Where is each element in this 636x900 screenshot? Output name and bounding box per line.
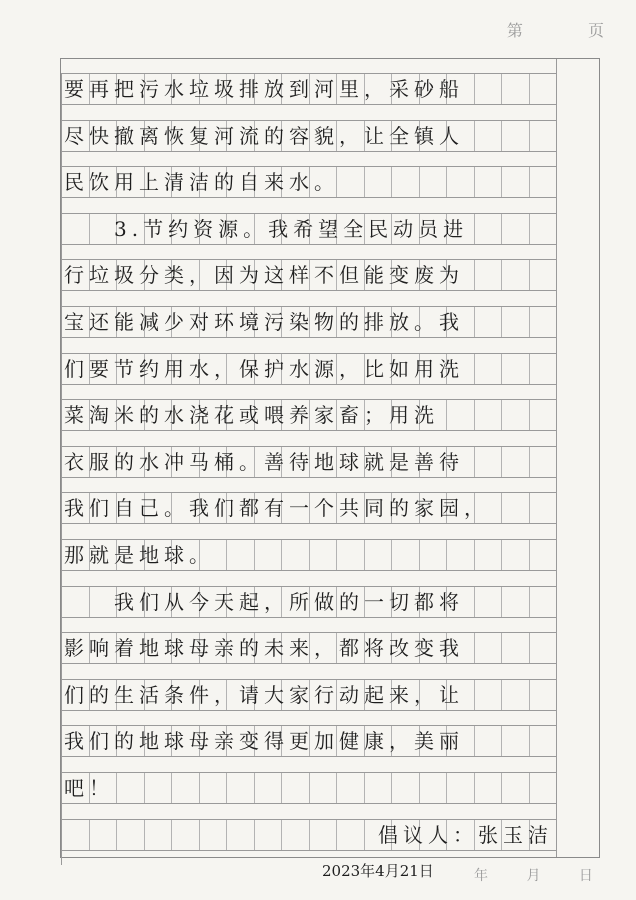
grid-cell [502, 447, 530, 477]
grid-cell [90, 820, 118, 850]
grid-cell [475, 260, 503, 290]
text-row [62, 213, 557, 245]
grid-cell [502, 493, 530, 523]
grid-cell [475, 121, 503, 151]
grid-cell [530, 680, 558, 710]
grid-cell [502, 726, 530, 756]
grid-cell [200, 820, 228, 850]
grid-cell [502, 260, 530, 290]
grid-cell [502, 167, 530, 197]
date-month-label: 月 [526, 868, 541, 884]
grid-cell [502, 773, 530, 803]
text-row [62, 73, 557, 105]
handwritten-date: 2023年4月21日 [322, 862, 434, 880]
text-row [62, 120, 557, 152]
grid-cell [255, 540, 283, 570]
handwritten-line: 要再把污水垃圾排放到河里，采砂船 [64, 77, 464, 101]
grid-cell [337, 773, 365, 803]
margin-line [556, 59, 557, 857]
grid-cell [502, 121, 530, 151]
signature-text: 倡议人：张玉洁 [378, 822, 553, 847]
grid-cell [62, 820, 90, 850]
grid-cell [310, 540, 338, 570]
handwritten-line: 那就是地球。 [64, 542, 214, 567]
text-row [62, 446, 557, 478]
grid-cell [475, 167, 503, 197]
grid-cell [145, 773, 173, 803]
handwritten-line: 衣服的水冲马桶。善待地球就是善待 [64, 449, 464, 474]
grid-cell [227, 773, 255, 803]
handwritten-line: 我们自己。我们都有一个共同的家园， [64, 496, 489, 521]
grid-cell [420, 773, 448, 803]
text-row [62, 353, 557, 385]
grid-cell [475, 74, 503, 104]
grid-cell [502, 400, 530, 430]
writing-grid [61, 73, 557, 865]
grid-cell [310, 820, 338, 850]
grid-cell [145, 820, 173, 850]
handwritten-line: 尽快撤离恢复河流的容貌，让全镇人 [64, 123, 464, 148]
grid-cell [392, 773, 420, 803]
grid-cell [420, 540, 448, 570]
text-row [62, 259, 557, 291]
grid-cell [475, 307, 503, 337]
grid-cell [530, 74, 558, 104]
handwritten-line: 宝还能减少对环境污染物的排放。我 [64, 309, 464, 334]
grid-cell [530, 354, 558, 384]
grid-cell [475, 214, 503, 244]
grid-cell [530, 726, 558, 756]
date-year-label: 年 [474, 868, 488, 884]
grid-cell [530, 121, 558, 151]
grid-cell [447, 540, 475, 570]
grid-cell [475, 680, 503, 710]
grid-cell [172, 773, 200, 803]
grid-cell [117, 820, 145, 850]
text-row [62, 679, 557, 711]
grid-cell [282, 820, 310, 850]
grid-cell [475, 773, 503, 803]
grid-cell [337, 820, 365, 850]
handwritten-line: 吧！ [64, 775, 114, 800]
page-prefix: 第 [506, 21, 525, 40]
grid-cell [530, 633, 558, 663]
grid-cell [475, 540, 503, 570]
grid-cell [282, 773, 310, 803]
grid-cell [255, 820, 283, 850]
handwritten-line: 3.节约资源。我希望全民动员进 [64, 216, 469, 241]
grid-cell [172, 820, 200, 850]
text-row [62, 306, 557, 338]
handwritten-line: 影响着地球母亲的未来，都将改变我 [64, 636, 464, 661]
grid-cell [365, 773, 393, 803]
grid-cell [337, 540, 365, 570]
grid-cell [530, 214, 558, 244]
grid-cell [475, 587, 503, 617]
handwritten-line: 我们的地球母亲变得更加健康，美丽 [64, 729, 464, 754]
grid-cell [530, 447, 558, 477]
grid-cell [502, 633, 530, 663]
grid-cell [530, 540, 558, 570]
grid-cell [530, 400, 558, 430]
grid-cell [337, 167, 365, 197]
grid-cell [310, 773, 338, 803]
text-row [62, 492, 557, 524]
grid-cell [475, 400, 503, 430]
grid-cell [200, 773, 228, 803]
handwritten-line: 行垃圾分类，因为这样不但能变废为 [64, 263, 464, 288]
grid-cell [530, 587, 558, 617]
text-row [62, 166, 557, 198]
handwritten-line: 们的生活条件，请大家行动起来，让 [64, 682, 464, 707]
text-row [62, 725, 557, 757]
grid-cell [365, 540, 393, 570]
grid-cell [475, 354, 503, 384]
grid-cell [447, 773, 475, 803]
grid-cell [475, 447, 503, 477]
grid-cell [117, 773, 145, 803]
text-row [62, 586, 557, 618]
handwritten-line: 我们从今天起，所做的一切都将 [64, 589, 464, 614]
grid-cell [475, 633, 503, 663]
grid-cell [530, 307, 558, 337]
grid-cell [365, 167, 393, 197]
grid-cell [530, 493, 558, 523]
page-suffix: 页 [587, 21, 606, 40]
text-row [62, 539, 557, 571]
grid-cell [255, 773, 283, 803]
writing-sheet [60, 58, 600, 858]
grid-cell [282, 540, 310, 570]
text-row [62, 632, 557, 664]
signature-row [62, 819, 557, 851]
grid-cell [392, 540, 420, 570]
grid-cell [502, 680, 530, 710]
grid-cell [447, 167, 475, 197]
handwritten-line: 们要节约用水，保护水源，比如用洗 [64, 356, 464, 381]
grid-cell [530, 773, 558, 803]
handwritten-line: 菜淘米的水浇花或喂养家畜；用洗 [64, 403, 439, 428]
grid-cell [447, 400, 475, 430]
grid-cell [227, 540, 255, 570]
grid-cell [502, 354, 530, 384]
date-day-label: 日 [578, 868, 593, 884]
grid-cell [502, 307, 530, 337]
grid-cell [530, 260, 558, 290]
grid-cell [502, 587, 530, 617]
grid-cell [420, 167, 448, 197]
text-row [62, 399, 557, 431]
handwritten-line: 民饮用上清洁的自来水。 [64, 170, 339, 195]
grid-cell [392, 167, 420, 197]
grid-cell [502, 74, 530, 104]
grid-cell [502, 214, 530, 244]
grid-cell [227, 820, 255, 850]
printed-date-labels [474, 865, 627, 885]
grid-cell [502, 540, 530, 570]
grid-cell [475, 726, 503, 756]
page-number-header [451, 18, 606, 41]
text-row [62, 772, 557, 804]
grid-cell [530, 167, 558, 197]
